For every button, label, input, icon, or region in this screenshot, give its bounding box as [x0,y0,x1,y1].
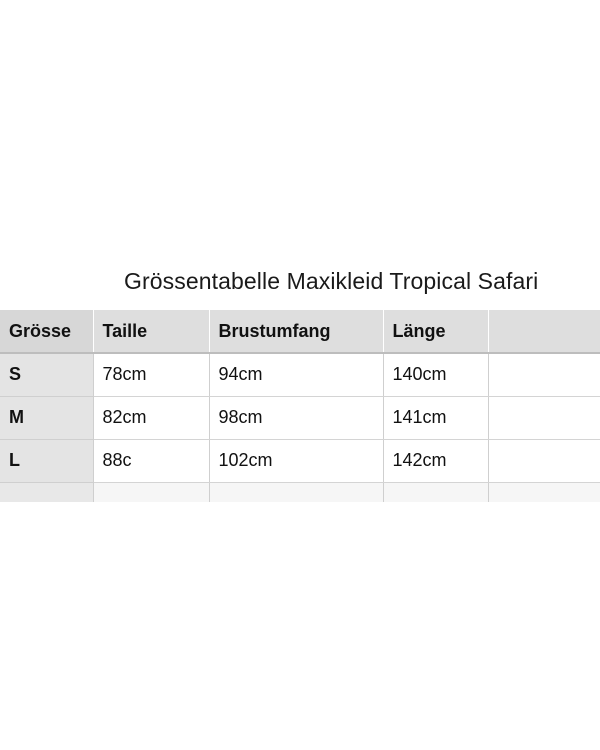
header-empty [488,310,600,353]
size-cell: S [0,353,93,396]
table-row-empty [0,482,600,502]
waist-cell: 78cm [93,353,209,396]
bust-cell: 94cm [209,353,383,396]
empty-cell [383,482,488,502]
length-cell: 142cm [383,439,488,482]
length-cell: 141cm [383,396,488,439]
header-length: Länge [383,310,488,353]
empty-cell [0,482,93,502]
header-bust: Brustumfang [209,310,383,353]
table-row [0,353,600,396]
empty-cell [93,482,209,502]
length-cell: 140cm [383,353,488,396]
size-cell: M [0,396,93,439]
empty-cell [209,482,383,502]
empty-cell [488,439,600,482]
empty-cell [488,396,600,439]
waist-cell: 82cm [93,396,209,439]
header-size: Grösse [0,310,93,353]
bust-cell: 102cm [209,439,383,482]
header-waist: Taille [93,310,209,353]
empty-cell [488,353,600,396]
waist-cell: 88c [93,439,209,482]
bust-cell: 98cm [209,396,383,439]
size-chart-table [0,310,600,502]
header-row [0,310,600,353]
table-row [0,439,600,482]
empty-cell [488,482,600,502]
table-row [0,396,600,439]
size-cell: L [0,439,93,482]
table-title: Grössentabelle Maxikleid Tropical Safari [124,268,539,294]
